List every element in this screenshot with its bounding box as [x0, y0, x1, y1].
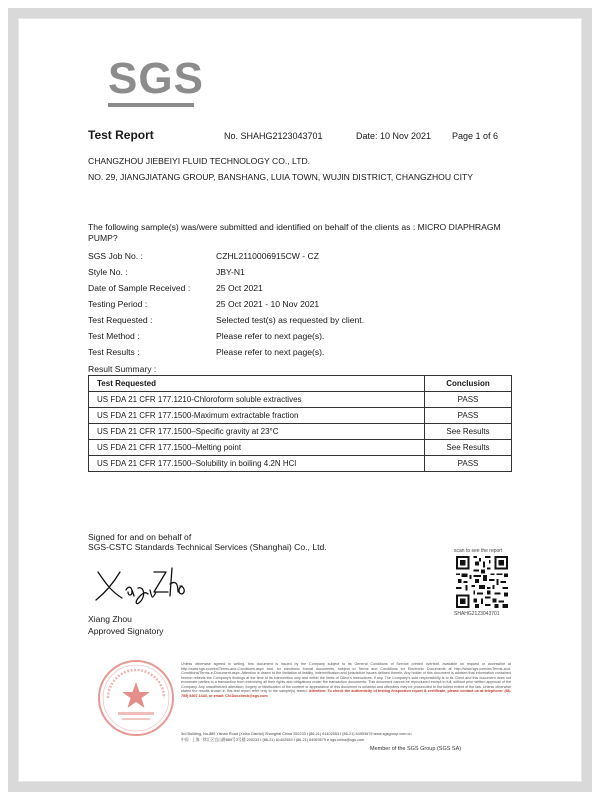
- field-label-style-no: Style No. :: [88, 267, 128, 277]
- terms-text: Unless otherwise agreed in writing, this document is issued by the Company subject to its General Conditions of Service printed overleaf, available on request or accessible at http://www.sgs.com/en/Terms-and-Conditions.aspx and, for electronic format documents, subject to Terms and Conditions for Electronic Documents at http://www.sgs.com/en/Terms-and-Conditions/Terms-e-Document.aspx. Attention is drawn to the limitation of liability, indemnification and jurisdiction issues defined therein. Any holder of this document is advised that information contained hereon reflects the Company's findings at the time of its intervention only and within the limits of Client's instructions, if any. The Company's sole responsibility is to its Client and this document does not exonerate parties to a transaction from exercising all their rights and obligations under the transaction documents. This document cannot be reproduced except in full, without prior written approval of the Company. Any unauthorized alteration, forgery or falsification of the content or appearance of this document is unlawful and offenders may be prosecuted to the fullest extent of the law. Unless otherwise stated the results shown in this test report refer only to the sample(s) tested.: [181, 662, 511, 693]
- field-label-test-requested: Test Requested :: [88, 315, 153, 325]
- page-title: Test Report: [88, 128, 154, 142]
- signed-on-behalf-label: Signed for and on behalf of: [88, 532, 192, 542]
- table-header-row: [89, 376, 512, 392]
- table-row: [89, 424, 512, 440]
- official-stamp-seal: [96, 658, 176, 738]
- result-summary-table: [88, 375, 512, 472]
- handwritten-signature: [92, 562, 188, 608]
- report-number: No. SHAHG2123043701: [224, 131, 323, 141]
- field-value-test-method: Please refer to next page(s).: [216, 331, 325, 341]
- field-value-test-results: Please refer to next page(s).: [216, 347, 325, 357]
- table-row: [89, 440, 512, 456]
- sample-intro: The following sample(s) was/were submitted and identified on behalf of the clients as : MICRO DIAPHRAGM PUMP?: [88, 222, 501, 243]
- field-label-job-no: SGS Job No. :: [88, 251, 143, 261]
- field-label-test-results: Test Results :: [88, 347, 140, 357]
- conclusion-cell: PASS: [425, 392, 512, 408]
- authenticity-attention: Attention: To check the authenticity of testing /inspection report & certificate, please contact us at telephone: (86-755) 8307 1443, or email: CN.Doccheck@sgs.com: [181, 689, 511, 698]
- sgs-logo: [108, 54, 204, 107]
- signatory-name: Xiang Zhou: [88, 614, 132, 624]
- sgs-group-member: Member of the SGS Group (SGS SA): [370, 746, 462, 752]
- qr-code[interactable]: [454, 554, 510, 610]
- page-number: Page 1 of 6: [452, 131, 499, 141]
- conclusion-cell: See Results: [425, 424, 512, 440]
- test-name-cell: US FDA 21 CFR 177.1500–Melting point: [89, 440, 425, 456]
- test-name-cell: US FDA 21 CFR 177.1500–Specific gravity at 23°C: [89, 424, 425, 440]
- conclusion-cell: PASS: [425, 408, 512, 424]
- address-english: 3rd Building, No.889 Yishan Road (Xuhui District) Shanghai China 200233 t (86-21) 61402553 f (86-21) 64953679 www.sgsgroup.com.cn: [181, 732, 412, 736]
- test-name-cell: US FDA 21 CFR 177.1210-Chloroform soluble extractives: [89, 392, 425, 408]
- field-label-date-received: Date of Sample Received :: [88, 283, 191, 293]
- sgs-logo-rule: [108, 103, 194, 107]
- field-label-testing-period: Testing Period :: [88, 299, 148, 309]
- conclusion-cell: PASS: [425, 456, 512, 472]
- signing-company: SGS-CSTC Standards Technical Services (Shanghai) Co., Ltd.: [88, 542, 327, 552]
- table-row: [89, 408, 512, 424]
- terms-fine-print: [181, 662, 511, 698]
- qr-report-id: SHAHG2123043701: [454, 611, 500, 617]
- result-summary-label: Result Summary :: [88, 364, 157, 374]
- qr-caption: scan to see the report: [454, 548, 503, 554]
- conclusion-cell: See Results: [425, 440, 512, 456]
- table-row: [89, 392, 512, 408]
- signatory-role: Approved Signatory: [88, 626, 164, 636]
- sgs-logo-text: SGS: [108, 54, 204, 103]
- field-value-testing-period: 25 Oct 2021 - 10 Nov 2021: [216, 299, 320, 309]
- field-value-style-no: JBY-N1: [216, 267, 245, 277]
- field-value-date-received: 25 Oct 2021: [216, 283, 263, 293]
- test-name-cell: US FDA 21 CFR 177.1500-Maximum extractable fraction: [89, 408, 425, 424]
- address-chinese: 中国 · 上海 · 徐汇区宜山路889号3号楼 200233 t (86-21) 61402553 f (86-21) 64953679 e sgs.china@sgs.com: [181, 738, 365, 742]
- client-address: NO. 29, JIANGJIATANG GROUP, BANSHANG, LUIA TOWN, WUJIN DISTRICT, CHANGZHOU CITY: [88, 172, 474, 182]
- report-date: Date: 10 Nov 2021: [356, 131, 432, 141]
- client-name: CHANGZHOU JIEBEIYI FLUID TECHNOLOGY CO., LTD.: [88, 156, 311, 166]
- header-test-requested: Test Requested: [89, 376, 425, 392]
- field-label-test-method: Test Method :: [88, 331, 140, 341]
- header-conclusion: Conclusion: [425, 376, 512, 392]
- table-row: [89, 456, 512, 472]
- field-value-job-no: CZHL2110006915CW - CZ: [216, 251, 320, 261]
- field-value-test-requested: Selected test(s) as requested by client.: [216, 315, 365, 325]
- test-name-cell: US FDA 21 CFR 177.1500–Solubility in boiling 4.2N HCl: [89, 456, 425, 472]
